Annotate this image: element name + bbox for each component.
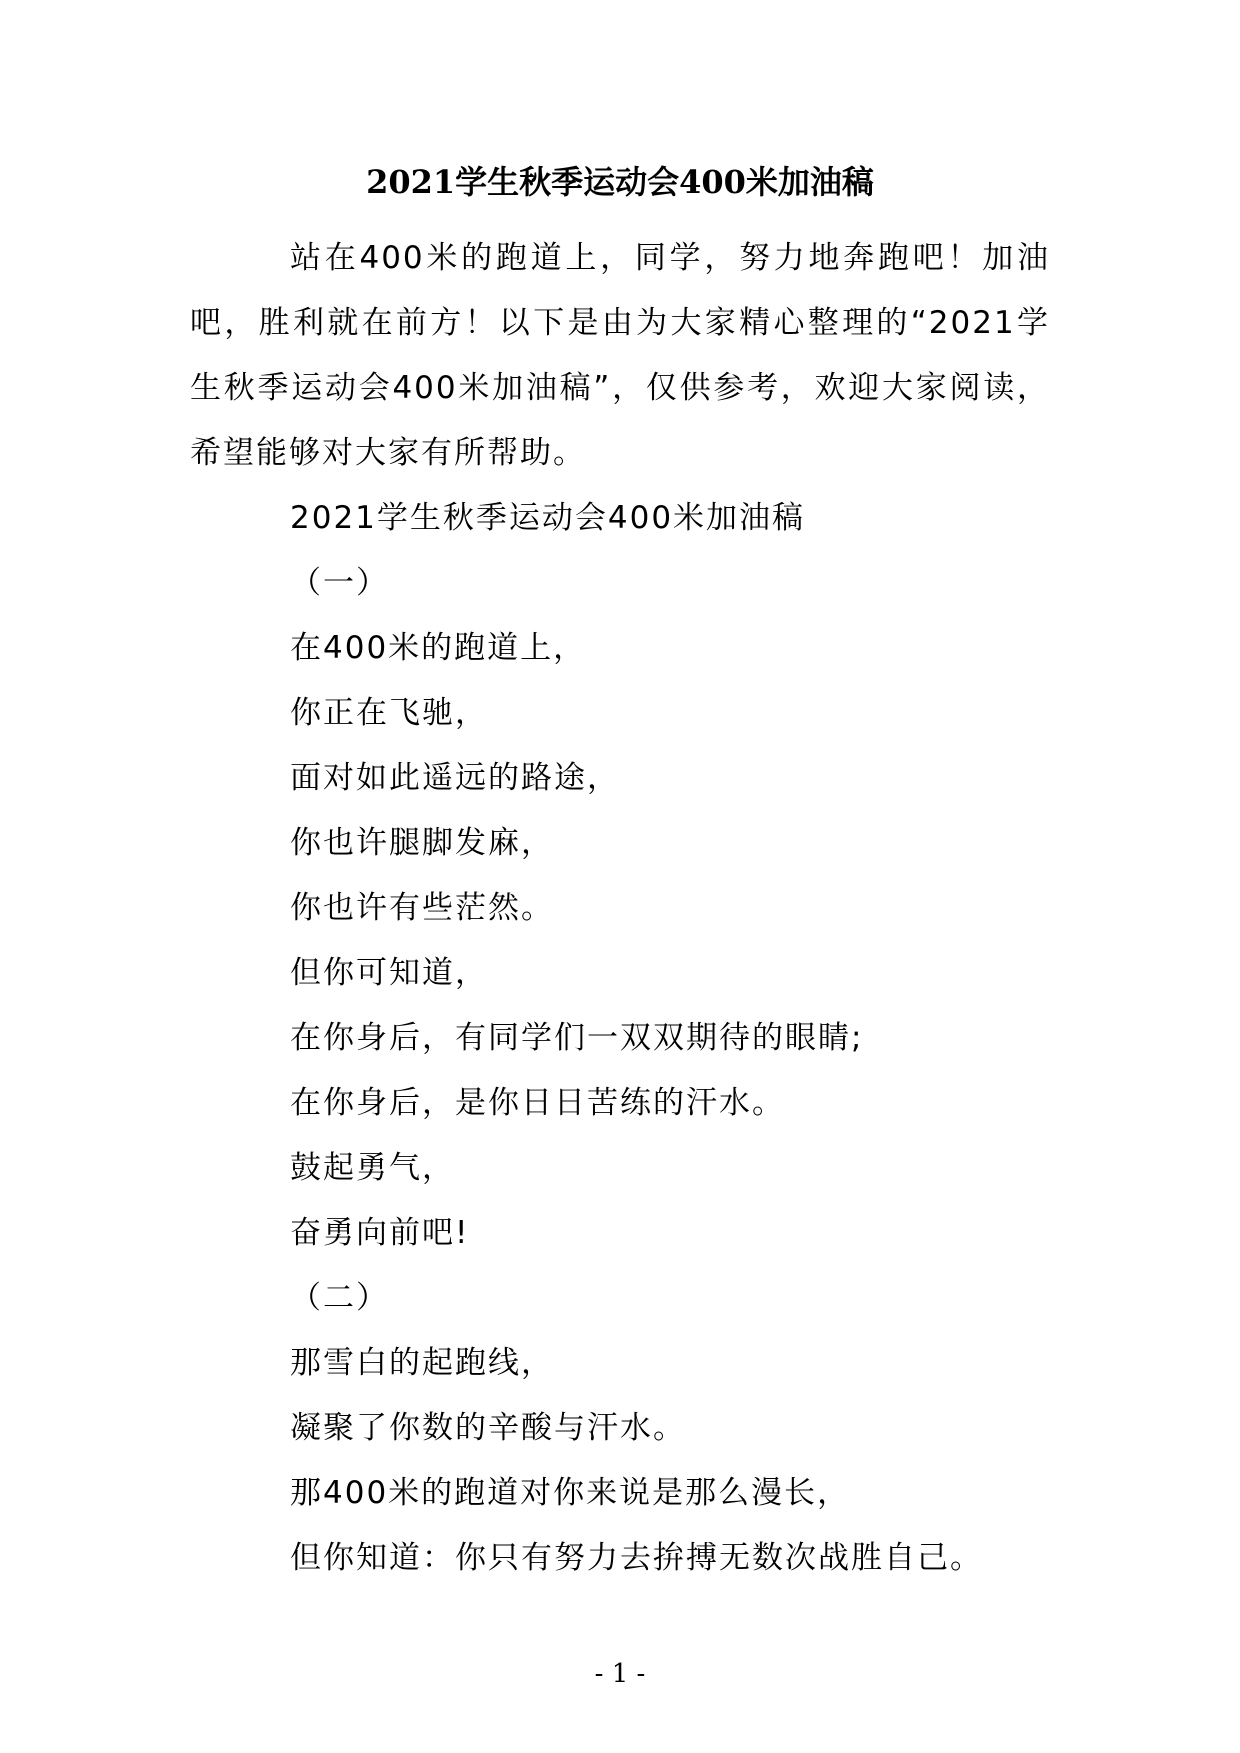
page-number: - 1 - [594, 1659, 646, 1689]
poem-line: 你也许腿脚发麻， [290, 825, 554, 861]
poem-line: 奋勇向前吧! [290, 1215, 470, 1251]
poem-line: 那400米的跑道对你来说是那么漫长， [290, 1475, 851, 1511]
poem-line: （一） [290, 565, 389, 601]
poem-lines [290, 486, 1050, 1591]
poem-line: 但你可知道， [290, 955, 488, 991]
poem-line: 凝聚了你数的辛酸与汗水。 [290, 1410, 686, 1446]
poem-line: 面对如此遥远的路途， [290, 760, 620, 796]
poem-line: 你也许有些茫然。 [290, 890, 554, 926]
intro-paragraph: 站在400米的跑道上，同学，努力地奔跑吧！加油吧，胜利就在前方！以下是由为大家精心整理的“2021学生秋季运动会400米加油稿”，仅供参考，欢迎大家阅读，希望能够对大家有所帮助。 [190, 240, 1050, 471]
document-title: 2021学生秋季运动会400米加油稿 [366, 163, 874, 201]
poem-line: （二） [290, 1280, 389, 1316]
poem-line: 在你身后，是你日日苦练的汗水。 [290, 1085, 785, 1121]
poem-line: 但你知道：你只有努力去拚搏无数次战胜自己。 [290, 1540, 983, 1576]
poem-line: 在400米的跑道上， [290, 630, 587, 666]
poem-line: 那雪白的起跑线， [290, 1345, 554, 1381]
poem-line: 在你身后，有同学们一双双期待的眼睛; [290, 1020, 864, 1056]
poem-line: 鼓起勇气， [290, 1150, 455, 1186]
poem-line: 2021学生秋季运动会400米加油稿 [290, 500, 806, 536]
poem-line: 你正在飞驰， [290, 695, 488, 731]
